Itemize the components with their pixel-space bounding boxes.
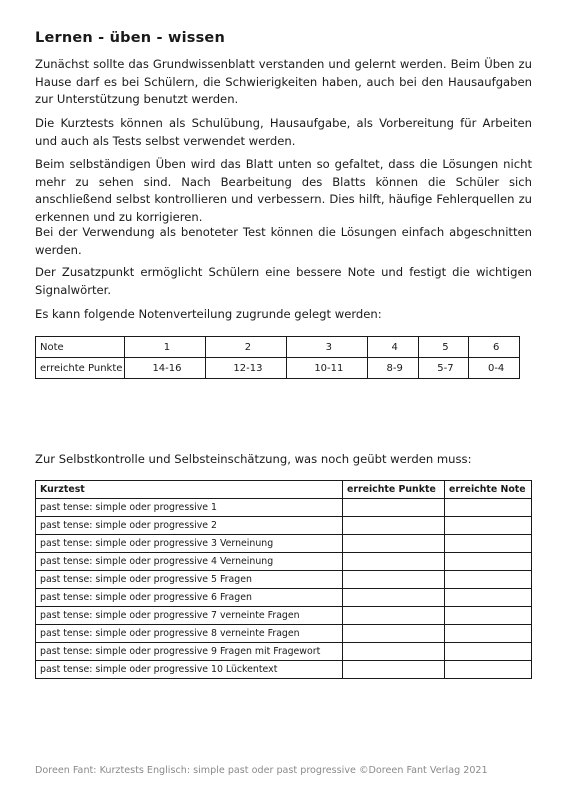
grade-field[interactable] bbox=[445, 499, 532, 517]
grade-field[interactable] bbox=[445, 661, 532, 679]
points-cell: 0-4 bbox=[469, 358, 520, 379]
test-name: past tense: simple oder progressive 6 Fragen bbox=[36, 589, 343, 607]
points-field[interactable] bbox=[343, 535, 445, 553]
points-field[interactable] bbox=[343, 589, 445, 607]
points-field[interactable] bbox=[343, 571, 445, 589]
grade-scale-intro: Es kann folgende Notenverteilung zugrunde gelegt werden: bbox=[35, 307, 382, 321]
test-name: past tense: simple oder progressive 1 bbox=[36, 499, 343, 517]
points-cell: 12-13 bbox=[205, 358, 286, 379]
test-name: past tense: simple oder progressive 4 Verneinung bbox=[36, 553, 343, 571]
points-field[interactable] bbox=[343, 607, 445, 625]
table-row bbox=[36, 517, 532, 535]
table-row bbox=[36, 589, 532, 607]
grade-field[interactable] bbox=[445, 517, 532, 535]
grade-cell: 1 bbox=[125, 337, 206, 358]
grade-field[interactable] bbox=[445, 607, 532, 625]
intro-paragraph-3: Beim selbständigen Üben wird das Blatt unten so gefaltet, dass die Lösungen nicht mehr zu sehen sind. Nach Bearbeitung des Blatts können die Schüler sich anschließend selbst kontrollieren und verbessern. Dies hilft, häufige Fehlerquellen zu erkennen und zu korrigieren. bbox=[35, 157, 532, 224]
intro-paragraph-4: Bei der Verwendung als benoteter Test können die Lösungen einfach abgeschnitten werden. bbox=[35, 225, 532, 257]
points-row bbox=[36, 358, 520, 379]
grade-field[interactable] bbox=[445, 589, 532, 607]
points-field[interactable] bbox=[343, 625, 445, 643]
test-name: past tense: simple oder progressive 8 verneinte Fragen bbox=[36, 625, 343, 643]
points-cell: 14-16 bbox=[125, 358, 206, 379]
table-row bbox=[36, 607, 532, 625]
test-name: past tense: simple oder progressive 2 bbox=[36, 517, 343, 535]
table-row bbox=[36, 553, 532, 571]
points-field[interactable] bbox=[343, 661, 445, 679]
grade-row-label: Note bbox=[36, 337, 125, 358]
test-name: past tense: simple oder progressive 7 verneinte Fragen bbox=[36, 607, 343, 625]
intro-paragraph-2: Die Kurztests können als Schulübung, Hausaufgabe, als Vorbereitung für Arbeiten und auch als Tests selbst verwendet werden. bbox=[35, 116, 532, 148]
table-row bbox=[36, 535, 532, 553]
page-title: Lernen - üben - wissen bbox=[35, 30, 225, 46]
self-check-intro: Zur Selbstkontrolle und Selbsteinschätzung, was noch geübt werden muss: bbox=[35, 452, 472, 466]
points-field[interactable] bbox=[343, 553, 445, 571]
grade-cell: 6 bbox=[469, 337, 520, 358]
table-row bbox=[36, 571, 532, 589]
header-grade: erreichte Note bbox=[445, 481, 532, 499]
table-row bbox=[36, 661, 532, 679]
points-cell: 10-11 bbox=[286, 358, 367, 379]
self-check-header-row bbox=[36, 481, 532, 499]
grade-cell: 2 bbox=[205, 337, 286, 358]
test-name: past tense: simple oder progressive 9 Fragen mit Fragewort bbox=[36, 643, 343, 661]
header-kurztest: Kurztest bbox=[36, 481, 343, 499]
grade-cell: 5 bbox=[418, 337, 469, 358]
points-cell: 8-9 bbox=[367, 358, 418, 379]
points-field[interactable] bbox=[343, 517, 445, 535]
test-name: past tense: simple oder progressive 10 Lückentext bbox=[36, 661, 343, 679]
grade-cell: 3 bbox=[286, 337, 367, 358]
grade-field[interactable] bbox=[445, 643, 532, 661]
points-cell: 5-7 bbox=[418, 358, 469, 379]
points-field[interactable] bbox=[343, 499, 445, 517]
points-field[interactable] bbox=[343, 643, 445, 661]
grade-scale-table bbox=[35, 336, 520, 379]
table-row bbox=[36, 643, 532, 661]
grade-row bbox=[36, 337, 520, 358]
self-check-table bbox=[35, 480, 532, 679]
test-name: past tense: simple oder progressive 5 Fragen bbox=[36, 571, 343, 589]
header-points: erreichte Punkte bbox=[343, 481, 445, 499]
intro-paragraph-5: Der Zusatzpunkt ermöglicht Schülern eine bessere Note und festigt die wichtigen Signalwörter. bbox=[35, 265, 532, 297]
grade-field[interactable] bbox=[445, 571, 532, 589]
grade-cell: 4 bbox=[367, 337, 418, 358]
table-row bbox=[36, 625, 532, 643]
grade-field[interactable] bbox=[445, 535, 532, 553]
page-footer: Doreen Fant: Kurztests Englisch: simple past oder past progressive ©Doreen Fant Verlag 2021 bbox=[35, 765, 488, 776]
grade-field[interactable] bbox=[445, 553, 532, 571]
test-name: past tense: simple oder progressive 3 Verneinung bbox=[36, 535, 343, 553]
table-row bbox=[36, 499, 532, 517]
grade-field[interactable] bbox=[445, 625, 532, 643]
intro-paragraph-1: Zunächst sollte das Grundwissenblatt verstanden und gelernt werden. Beim Üben zu Hause darf es bei Schülern, die Schwierigkeiten haben, auch bei den Hausaufgaben zur Unterstützung benutzt werden. bbox=[35, 57, 532, 106]
points-row-label: erreichte Punkte bbox=[36, 358, 125, 379]
